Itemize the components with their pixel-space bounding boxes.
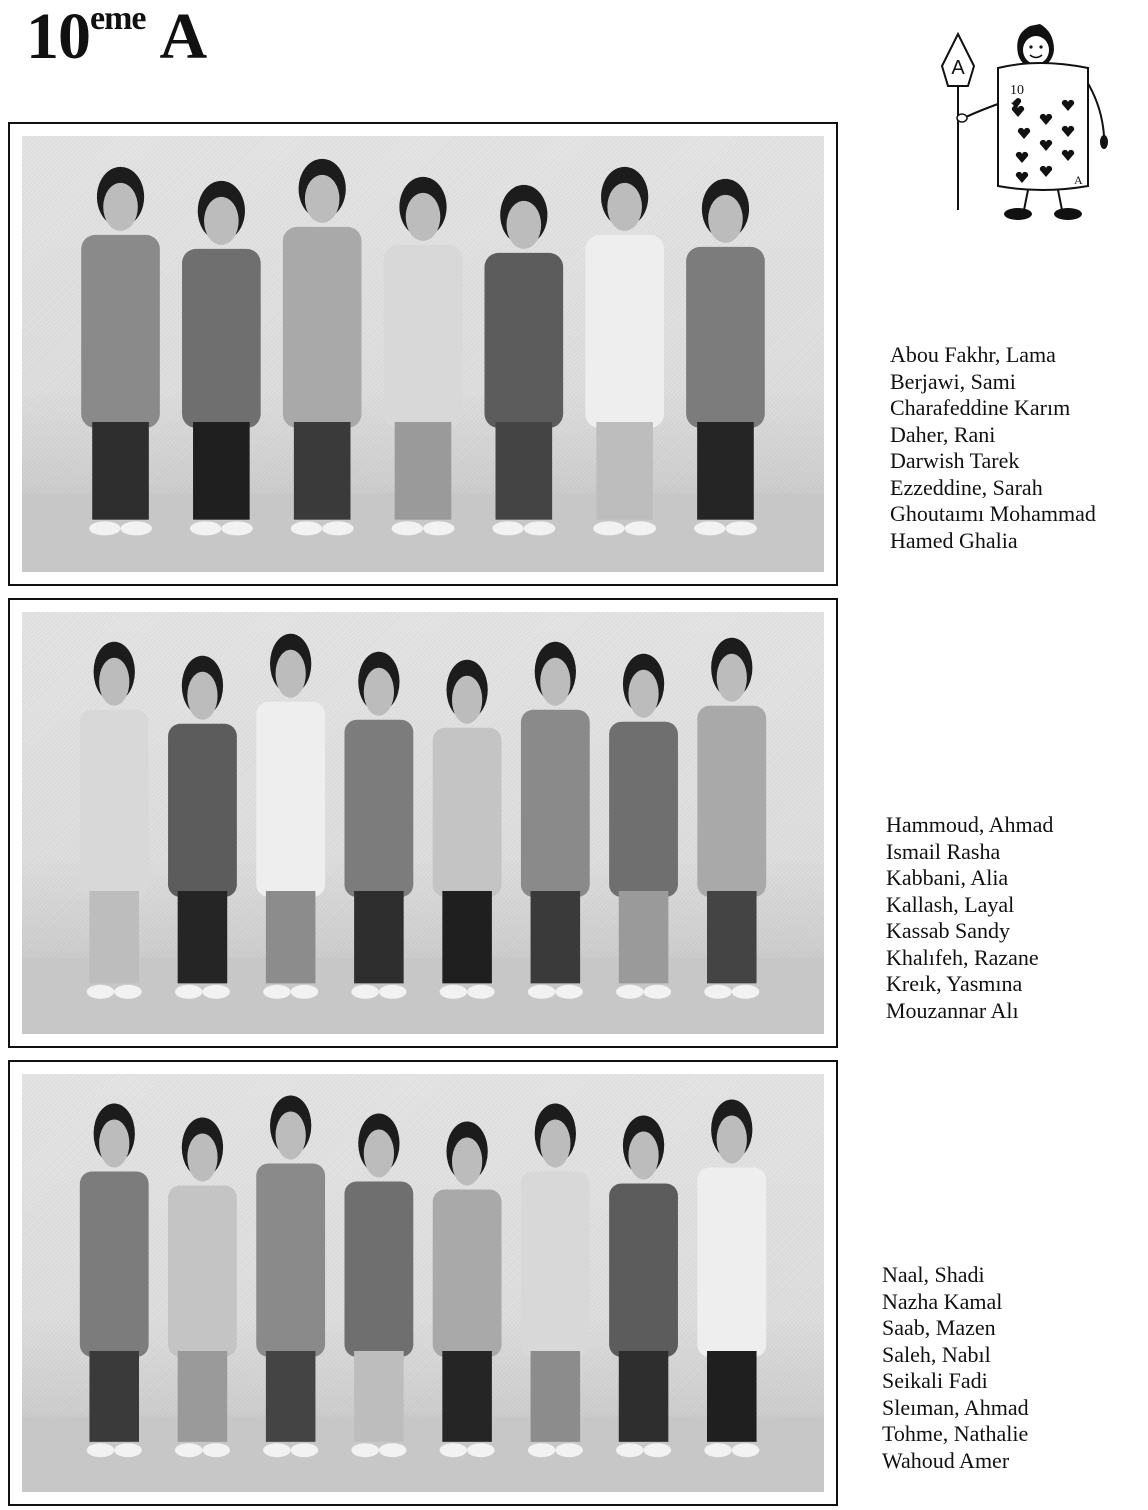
class-photo-1 [8,122,838,586]
child-figure [609,1115,678,1457]
student-name: Saab, Mazen [882,1315,996,1340]
student-name: Kallash, Layal [886,891,1015,917]
student-name: Ghoutaımı Mohammad [890,501,1096,526]
child-figure [283,159,362,536]
playing-card-soldier-icon [918,14,1118,224]
child-figure [344,1113,413,1457]
child-figure [80,1103,149,1457]
child-figure [521,1103,590,1457]
child-figure [585,167,664,536]
student-name: Hamed Ghalia [890,527,1018,553]
student-name: Kabbani, Alia [886,865,1009,890]
child-figure [344,652,413,999]
student-name: Naal, Shadi [882,1262,985,1287]
child-figure [80,642,149,999]
child-figure [256,634,325,999]
class-photo-2 [8,598,838,1048]
child-figure [256,1095,325,1457]
class-photo-3 [8,1060,838,1506]
student-name-list-1 [890,342,1096,554]
flag-letter: A [951,57,965,79]
child-figure [485,185,564,536]
student-name: Berjawi, Sami [890,368,1016,394]
child-figure [433,660,502,999]
child-figure [609,654,678,999]
child-figure [521,642,590,999]
grade-number: 10 [26,0,90,73]
grade-suffix: eme [90,0,146,37]
student-name: Wahoud Amer [882,1447,1010,1473]
student-name: Abou Fakhr, Lama [890,342,1056,367]
child-figure [81,167,160,536]
student-name: Kassab Sandy [886,918,1011,943]
child-figure [168,1117,237,1457]
page-title [26,0,207,73]
student-name: Hammoud, Ahmad [886,812,1054,837]
student-name-list-2 [886,812,1053,1024]
child-figure [433,1121,502,1457]
student-name: Tohme, Nathalie [882,1421,1029,1446]
student-name: Daher, Rani [890,421,996,447]
student-name: Sleıman, Ahmad [882,1394,1029,1420]
student-name: Nazha Kamal [882,1288,1003,1314]
floor [22,1417,824,1492]
student-name: Kreık, Yasmına [886,971,1023,996]
student-name: Ezzeddine, Sarah [890,474,1043,500]
student-name: Charafeddine Karım [890,395,1071,420]
child-figure [384,177,463,536]
student-name: Seikali Fadi [882,1368,988,1393]
child-figure [182,181,261,536]
card-rank: 10 [1010,83,1024,98]
student-name: Ismail Rasha [886,838,1001,864]
section-letter: A [159,0,207,73]
student-name: Mouzannar Alı [886,997,1019,1023]
student-name: Saleh, Nabıl [882,1341,991,1367]
child-figure [697,1099,766,1457]
student-name-list-3 [882,1262,1029,1474]
child-figure [168,656,237,999]
floor [22,958,824,1034]
student-name: Khalıfeh, Razane [886,944,1039,970]
child-figure [686,179,765,536]
card-corner: A [1074,173,1083,187]
student-name: Darwish Tarek [890,448,1020,473]
child-figure [697,638,766,999]
